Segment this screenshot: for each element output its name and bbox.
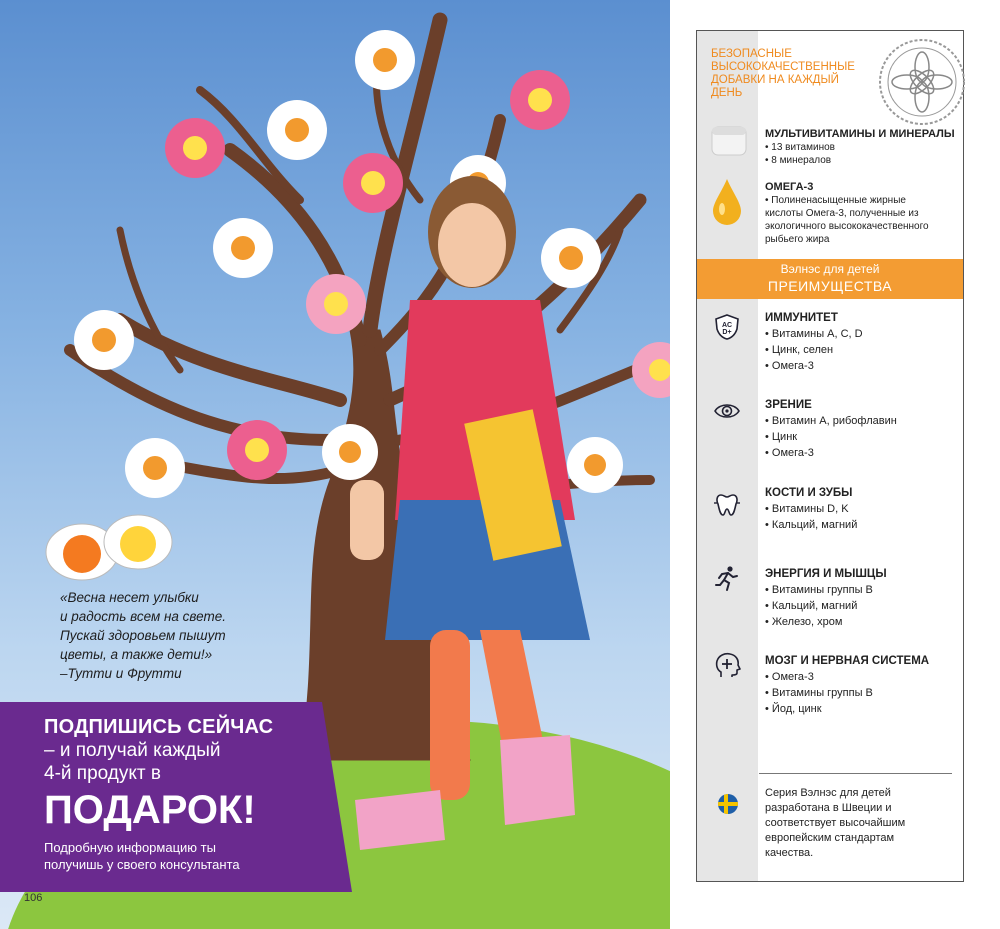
product-detail: • Полиненасыщенные жирные [765, 195, 906, 206]
benefit-detail: • Омега-3 [765, 671, 814, 683]
benefit-name: ЭНЕРГИЯ И МЫШЦЫ [765, 568, 887, 580]
benefit-detail: • Омега-3 [765, 360, 814, 372]
tutti-frutti-bubbles-icon [46, 515, 172, 580]
product-detail: кислоты Омега-3, полученные из [765, 208, 919, 219]
benefit-detail: • Витамины группы В [765, 584, 873, 596]
header-line: ВЫСОКОКАЧЕСТВЕННЫЕ [711, 61, 855, 73]
product-name: ОМЕГА-3 [765, 181, 814, 193]
benefit-detail: • Витамины группы В [765, 687, 873, 699]
origin-note-line: качества. [765, 847, 814, 859]
origin-note [765, 786, 955, 861]
promo-details-line: получишь у своего консультанта [44, 857, 240, 872]
header-line: ДОБАВКИ НА КАЖДЫЙ [711, 74, 839, 86]
benefit-detail: • Витамины D, K [765, 503, 849, 515]
subscribe-promo-banner[interactable] [0, 702, 352, 892]
benefits-title: ПРЕИМУЩЕСТВА [767, 278, 893, 294]
benefit-bones-teeth [765, 485, 961, 533]
oil-drop-icon [711, 177, 743, 227]
benefit-vision [765, 397, 961, 461]
benefit-brain [765, 653, 961, 717]
svg-text:D+: D+ [722, 329, 732, 336]
benefit-detail: • Железо, хром [765, 616, 843, 628]
benefits-subtitle: Вэлнэс для детей [780, 262, 880, 276]
origin-note-line: разработана в Швеции и [765, 802, 892, 814]
product-multivitamins [765, 127, 961, 167]
product-detail: экологичного высококачественного [765, 221, 929, 232]
quote-line: и радость всем на свете. [60, 609, 227, 624]
runner-icon [713, 565, 741, 593]
benefit-detail: • Кальций, магний [765, 519, 858, 531]
sweden-flag-icon [717, 793, 739, 815]
benefit-detail: • Йод, цинк [765, 703, 822, 715]
header-line: БЕЗОПАСНЫЕ [711, 48, 792, 60]
benefit-detail: • Омега-3 [765, 447, 814, 459]
promo-details [44, 839, 344, 873]
promo-gift-title: ПОДАРОК! [44, 788, 256, 832]
quote-line: цветы, а также дети!» [60, 647, 213, 662]
promo-details-line: Подробную информацию ты [44, 840, 216, 855]
head-icon [713, 651, 741, 679]
benefit-name: МОЗГ И НЕРВНАЯ СИСТЕМА [765, 655, 930, 667]
benefits-header-bar [697, 259, 963, 299]
quote-line: Пускай здоровьем пышут [60, 628, 226, 643]
svg-text:AC: AC [721, 322, 733, 329]
product-detail: • 8 минералов [765, 155, 832, 166]
eye-icon [713, 397, 741, 425]
header-line: ДЕНЬ [711, 87, 743, 99]
benefit-name: ЗРЕНИЕ [765, 399, 812, 411]
shield-icon [713, 313, 741, 341]
footer-divider [759, 773, 952, 774]
jar-icon [709, 123, 749, 159]
mascot-quote [60, 588, 310, 683]
info-panel [696, 30, 964, 882]
origin-note-line: европейским стандартам [765, 832, 895, 844]
quote-author: –Тутти и Фрутти [60, 666, 182, 681]
benefit-detail: • Цинк, селен [765, 344, 834, 356]
product-detail: рыбьего жира [765, 234, 830, 245]
benefit-immunity [765, 310, 961, 374]
quote-line: «Весна несет улыбки [60, 590, 199, 605]
panel-header-title [711, 48, 881, 100]
benefit-detail: • Кальций, магний [765, 600, 858, 612]
benefit-detail: • Витамины А, С, D [765, 328, 863, 340]
promo-line-1: – и получай каждый [44, 740, 221, 761]
tooth-icon [713, 491, 741, 519]
page-number: 106 [24, 892, 43, 904]
promo-line-2: 4-й продукт в [44, 763, 161, 784]
product-name: МУЛЬТИВИТАМИНЫ И МИНЕРАЛЫ [765, 128, 955, 140]
product-omega3 [765, 180, 961, 246]
benefit-energy [765, 566, 961, 630]
benefit-detail: • Витамин А, рибофлавин [765, 415, 897, 427]
benefit-name: КОСТИ И ЗУБЫ [765, 487, 853, 499]
origin-note-line: соответствует высочайшим [765, 817, 906, 829]
benefit-name: ИММУНИТЕТ [765, 312, 838, 324]
benefit-detail: • Цинк [765, 431, 798, 443]
product-detail: • 13 витаминов [765, 142, 835, 153]
quality-seal-icon [877, 37, 967, 127]
promo-headline: ПОДПИШИСЬ СЕЙЧАС [44, 716, 274, 738]
origin-note-line: Серия Вэлнэс для детей [765, 787, 891, 799]
